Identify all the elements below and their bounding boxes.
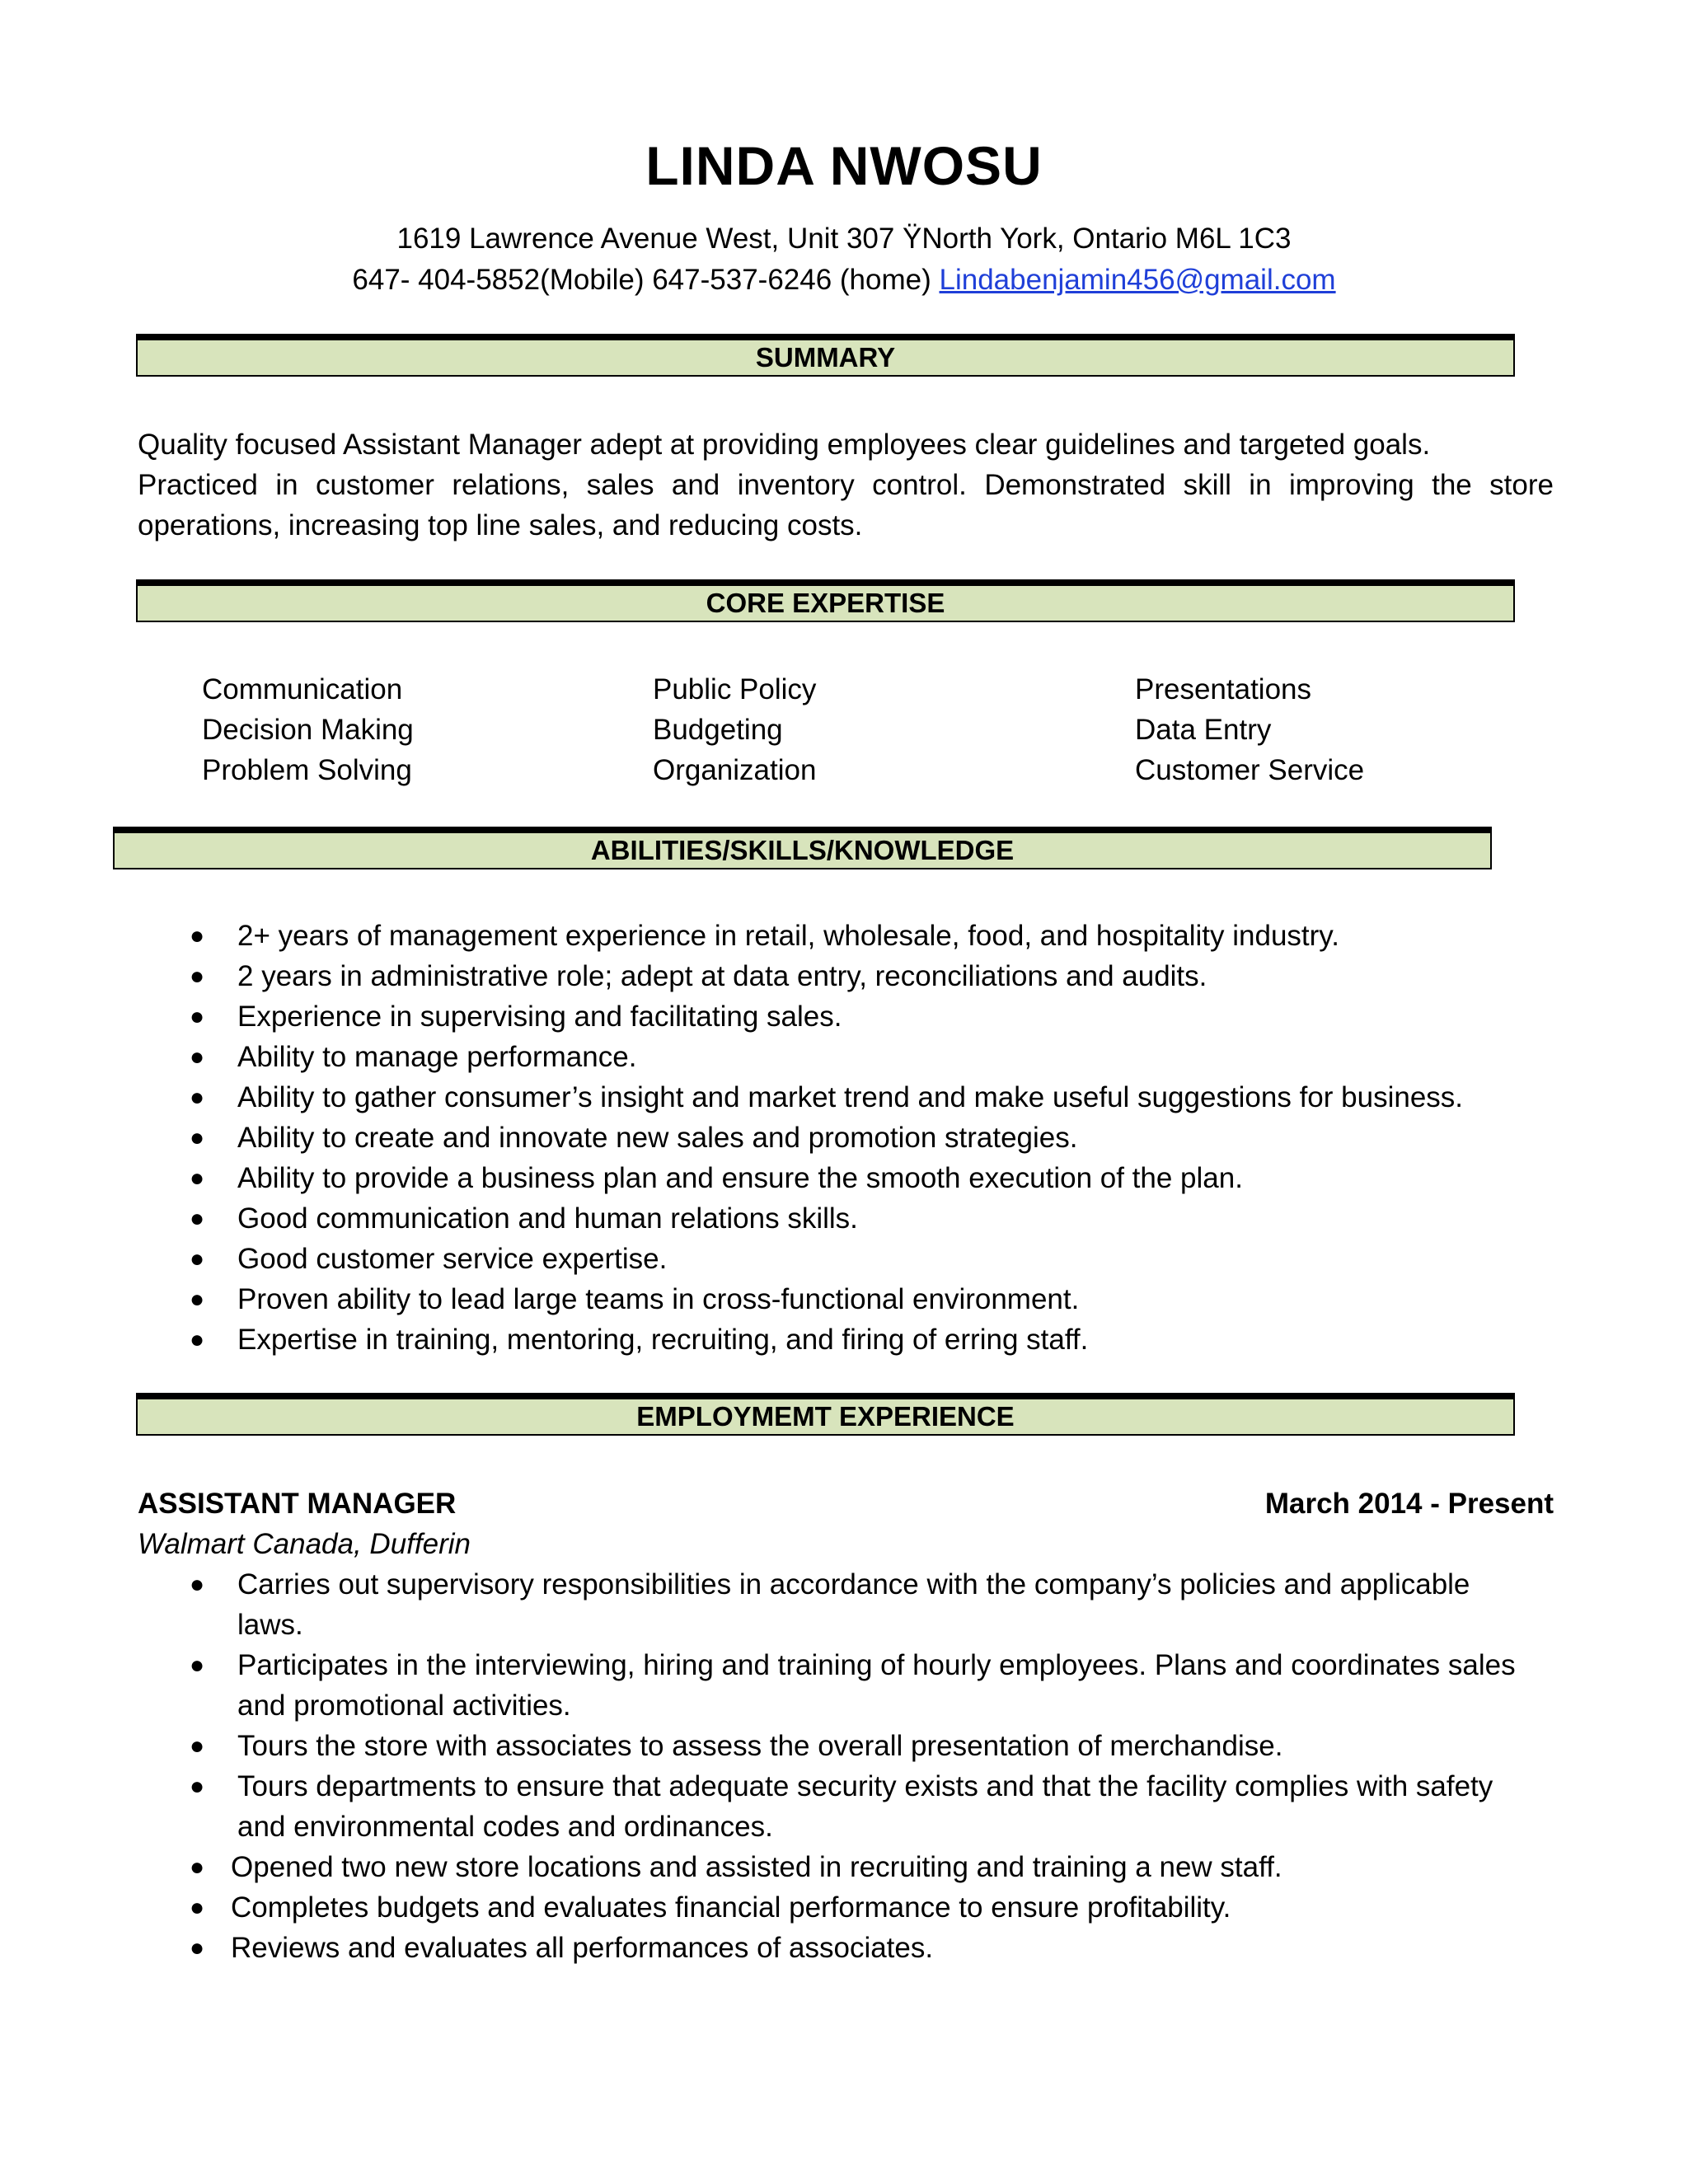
expertise-item: Problem Solving	[202, 754, 412, 786]
bullet-icon: ●	[190, 1894, 205, 1921]
core-expertise-column-1	[202, 669, 414, 790]
list-item: ● Ability to manage performance.	[190, 1037, 1574, 1077]
expertise-item: Data Entry	[1135, 714, 1272, 746]
list-item: ● Good communication and human relations skills.	[190, 1198, 1574, 1239]
list-item: ● Completes budgets and evaluates financial performance to ensure profitability.	[190, 1887, 1541, 1928]
expertise-item: Decision Making	[202, 714, 414, 746]
email-link[interactable]: Lindabenjamin456@gmail.com	[939, 264, 1336, 296]
summary-line-1: Quality focused Assistant Manager adept at providing employees clear guidelines and targeted goals.	[138, 429, 1431, 461]
bullet-icon: ●	[190, 1326, 205, 1353]
candidate-name: LINDA NWOSU	[645, 135, 1043, 196]
bullet-icon: ●	[190, 1205, 205, 1232]
bullet-icon: ●	[190, 963, 205, 990]
job-dates: March 2014 - Present	[1264, 1488, 1554, 1520]
list-item: ● Carries out supervisory responsibilities in accordance with the company’s policies and applicable laws.	[190, 1564, 1541, 1645]
expertise-item: Organization	[653, 754, 817, 786]
employer-name: Walmart Canada, Dufferin	[138, 1528, 471, 1560]
list-item: ● 2 years in administrative role; adept at data entry, reconciliations and audits.	[190, 956, 1574, 996]
list-item: ● 2+ years of management experience in retail, wholesale, food, and hospitality industry.	[190, 916, 1574, 956]
bullet-icon: ●	[190, 1652, 205, 1679]
bullet-icon: ●	[190, 1084, 205, 1111]
bullet-icon: ●	[190, 1732, 205, 1760]
job-title: ASSISTANT MANAGER	[138, 1488, 457, 1520]
bullet-icon: ●	[190, 1043, 205, 1071]
core-expertise-column-2	[653, 669, 816, 790]
list-item: ● Tours departments to ensure that adequate security exists and that the facility complies with safety and environmental codes and ordinances.	[190, 1766, 1541, 1847]
bullet-icon: ●	[190, 1165, 205, 1192]
list-item: ● Ability to provide a business plan and ensure the smooth execution of the plan.	[190, 1158, 1574, 1198]
list-item: ● Proven ability to lead large teams in cross-functional environment.	[190, 1279, 1574, 1319]
list-item: ● Experience in supervising and facilitating sales.	[190, 996, 1574, 1037]
bullet-icon: ●	[190, 1003, 205, 1030]
bullet-icon: ●	[190, 1571, 205, 1598]
list-item: ● Participates in the interviewing, hiring and training of hourly employees. Plans and coordinates sales and promotional activities.	[190, 1645, 1541, 1726]
list-item: ● Opened two new store locations and assisted in recruiting and training a new staff.	[190, 1847, 1541, 1887]
contact-line	[0, 265, 1688, 294]
list-item: ● Ability to create and innovate new sales and promotion strategies.	[190, 1118, 1574, 1158]
bullet-icon: ●	[190, 1286, 205, 1313]
bullet-icon: ●	[190, 922, 205, 949]
list-item: ● Tours the store with associates to assess the overall presentation of merchandise.	[190, 1726, 1541, 1766]
list-item: ● Expertise in training, mentoring, recruiting, and firing of erring staff.	[190, 1319, 1574, 1360]
bullet-icon: ●	[190, 1245, 205, 1272]
bullet-icon: ●	[190, 1934, 205, 1961]
section-header-skills	[113, 827, 1492, 869]
expertise-item: Customer Service	[1135, 754, 1365, 786]
expertise-item: Presentations	[1135, 673, 1312, 705]
section-title: EMPLOYMEMT EXPERIENCE	[636, 1401, 1015, 1432]
section-header-employment	[136, 1393, 1515, 1436]
expertise-item: Communication	[202, 673, 403, 705]
section-header-core-expertise	[136, 579, 1515, 622]
bullet-icon: ●	[190, 1124, 205, 1151]
section-header-summary	[136, 334, 1515, 377]
bullet-icon: ●	[190, 1854, 205, 1881]
expertise-item: Public Policy	[653, 673, 817, 705]
address-line: 1619 Lawrence Avenue West, Unit 307 ŸNorth York, Ontario M6L 1C3	[396, 223, 1292, 255]
skills-list	[190, 916, 1574, 1360]
section-title: SUMMARY	[755, 342, 896, 373]
list-item: ● Good customer service expertise.	[190, 1239, 1574, 1279]
phone-numbers: 647- 404-5852(Mobile) 647-537-6246 (home)	[352, 264, 940, 296]
expertise-item: Budgeting	[653, 714, 783, 746]
bullet-icon: ●	[190, 1773, 205, 1800]
list-item: ● Ability to gather consumer’s insight and market trend and make useful suggestions for business.	[190, 1077, 1574, 1118]
list-item: ● Reviews and evaluates all performances of associates.	[190, 1928, 1541, 1968]
summary-line-2: Practiced in customer relations, sales and inventory control. Demonstrated skill in improving the store	[138, 469, 1554, 501]
core-expertise-column-3	[1135, 669, 1364, 790]
section-title: ABILITIES/SKILLS/KNOWLEDGE	[590, 835, 1015, 865]
section-title: CORE EXPERTISE	[706, 588, 945, 618]
summary-line-3: operations, increasing top line sales, and reducing costs.	[138, 509, 863, 541]
job-duties-list	[190, 1564, 1541, 1968]
